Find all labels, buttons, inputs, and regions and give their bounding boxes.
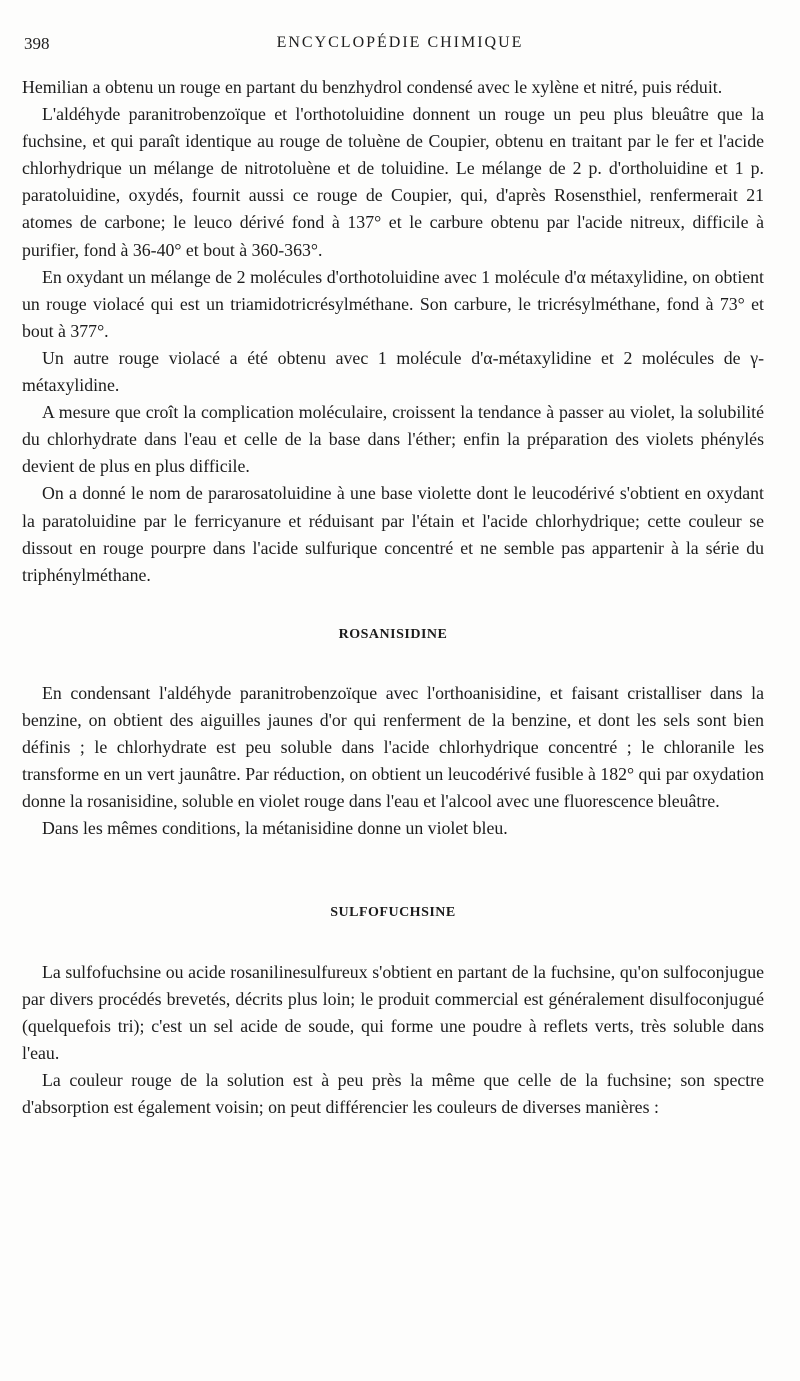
paragraph: En oxydant un mélange de 2 molécules d'orthotoluidine avec 1 molécule d'α métaxylidine, on obtient un rouge violacé qui est un triamidotricrésylméthane. Son carbure, le tricrésylméthane, fond à 73° et bout à 377°. (22, 266, 764, 341)
paragraph: A mesure que croît la complication moléculaire, croissent la tendance à passer au violet, la solubilité du chlorhydrate dans l'eau et celle de la base dans l'éther; enfin la préparation des violets phénylés devient de plus en plus difficile. (22, 402, 764, 477)
page-header (24, 34, 776, 60)
paragraph: Hemilian a obtenu un rouge en partant du benzhydrol condensé avec le xylène et nitré, puis réduit. (22, 77, 723, 97)
paragraph: La sulfofuchsine ou acide rosanilinesulfureux s'obtient en partant de la fuchsine, qu'on sulfoconjugue par divers procédés brevetés, décrits plus loin; le produit commercial est généralement disulfoconjugué (quelquefois tri); c'est un sel acide de soude, qui forme une poudre à reflets verts, très soluble dans l'eau. (22, 961, 764, 1063)
text-body (22, 74, 764, 1121)
paragraph: La couleur rouge de la solution est à peu près la même que celle de la fuchsine; son spectre d'absorption est également voisin; on peut différencier les couleurs de diverses manières : (22, 1069, 764, 1117)
section-title-sulfofuchsine: SULFOFUCHSINE (330, 905, 456, 921)
running-title: ENCYCLOPÉDIE CHIMIQUE (276, 34, 524, 51)
paragraph: En condensant l'aldéhyde paranitrobenzoïque avec l'orthoanisidine, et faisant cristalliser dans la benzine, on obtient des aiguilles jaunes d'or qui renferment de la benzine, et dont les sels sont bien définis ; le chlorhydrate est peu soluble dans l'acide chlorhydrique concentré ; le chloranile les transforme en un vert jaunâtre. Par réduction, on obtient un leucodérivé fusible à 182° qui par oxydation donne la rosanisidine, soluble en violet rouge dans l'eau et l'alcool avec une fluorescence bleuâtre. (22, 682, 764, 812)
paragraph: L'aldéhyde paranitrobenzoïque et l'orthotoluidine donnent un rouge un peu plus bleuâtre que la fuchsine, et qui paraît identique au rouge de toluène de Coupier, obtenu en traitant par le fer et l'acide chlorhydrique un mélange de nitrotoluène et de toluidine. Le mélange de 2 p. d'ortholuidine et 1 p. paratoluidine, oxydés, fournit aussi ce rouge de Coupier, qui, d'après Rosensthiel, renfermerait 21 atomes de carbone; le leuco dérivé fond à 137° et le carbure obtenu par l'acide nitreux, difficile à purifier, fond à 36-40° et bout à 360-363°. (22, 104, 764, 260)
paragraph: Un autre rouge violacé a été obtenu avec 1 molécule d'α-métaxylidine et 2 molécules de γ-métaxylidine. (22, 347, 764, 396)
paragraph: Dans les mêmes conditions, la métanisidine donne un violet bleu. (42, 818, 508, 839)
page-number: 398 (24, 34, 50, 53)
paragraph: On a donné le nom de pararosatoluidine à une base violette dont le leucodérivé s'obtient en oxydant la paratoluidine par le ferricyanure et réduisant par l'étain et l'acide chlorhydrique; cette couleur se dissout en rouge pourpre dans l'acide sulfurique concentré et ne semble pas appartenir à la série du triphénylméthane. (22, 483, 764, 585)
section-title-rosanisidine: ROSANISIDINE (338, 626, 448, 642)
